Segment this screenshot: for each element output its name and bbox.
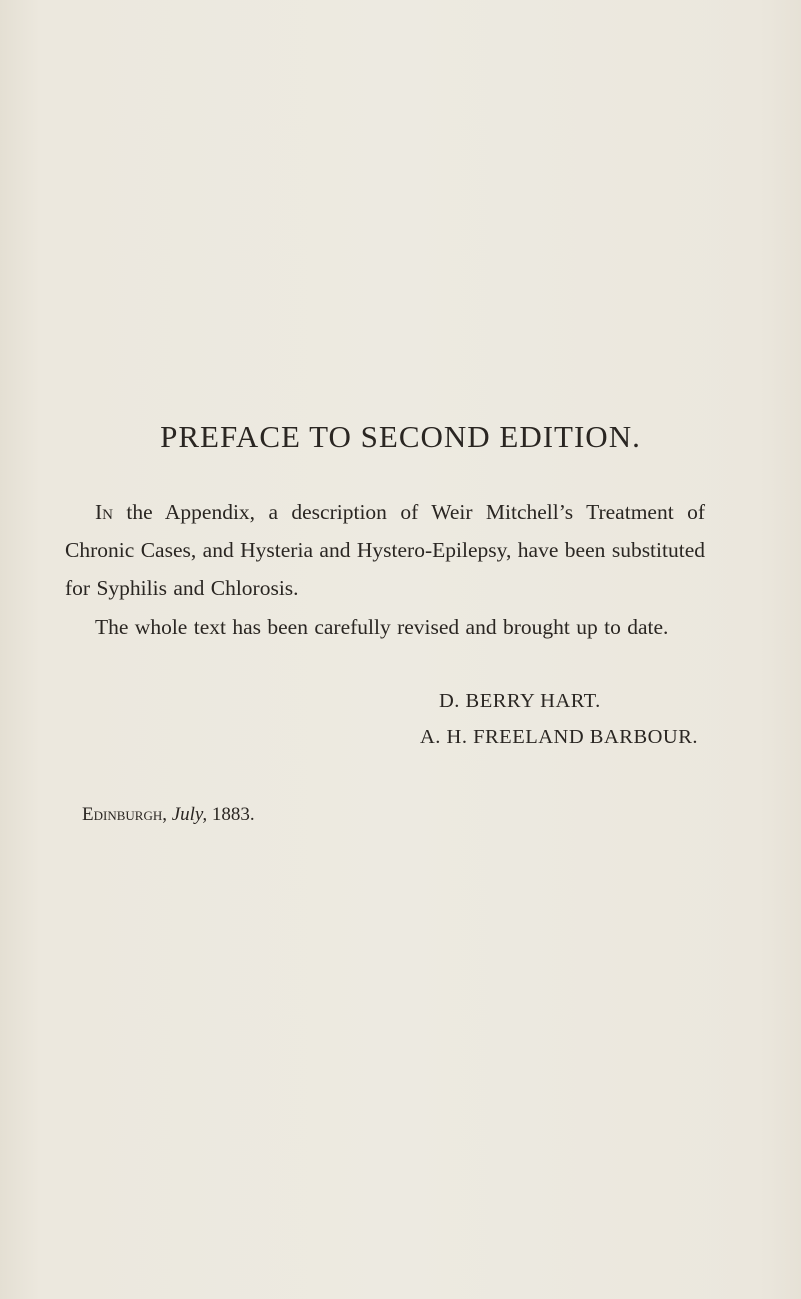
- dateline-city: Edinburgh,: [82, 804, 167, 825]
- dateline: [82, 804, 255, 826]
- signature-author-2: A. H. FREELAND BARBOUR.: [420, 726, 699, 748]
- dateline-year: 1883.: [211, 804, 255, 825]
- preface-paragraph-1: [65, 493, 705, 607]
- preface-paragraph-2: The whole text has been carefully revised and brought up to date.: [95, 615, 669, 639]
- paragraph-text: the Appendix, a description of Weir Mitchell’s Treatment of Chronic Cases, and Hysteria and Hystero-Epilepsy, have been substituted for Syphilis and Chlorosis.: [65, 500, 705, 600]
- dateline-month: July,: [171, 804, 208, 825]
- paragraph-lead-word: In: [95, 500, 113, 524]
- signature-author-1: D. BERRY HART.: [439, 690, 601, 712]
- page-title: PREFACE TO SECOND EDITION.: [160, 419, 641, 454]
